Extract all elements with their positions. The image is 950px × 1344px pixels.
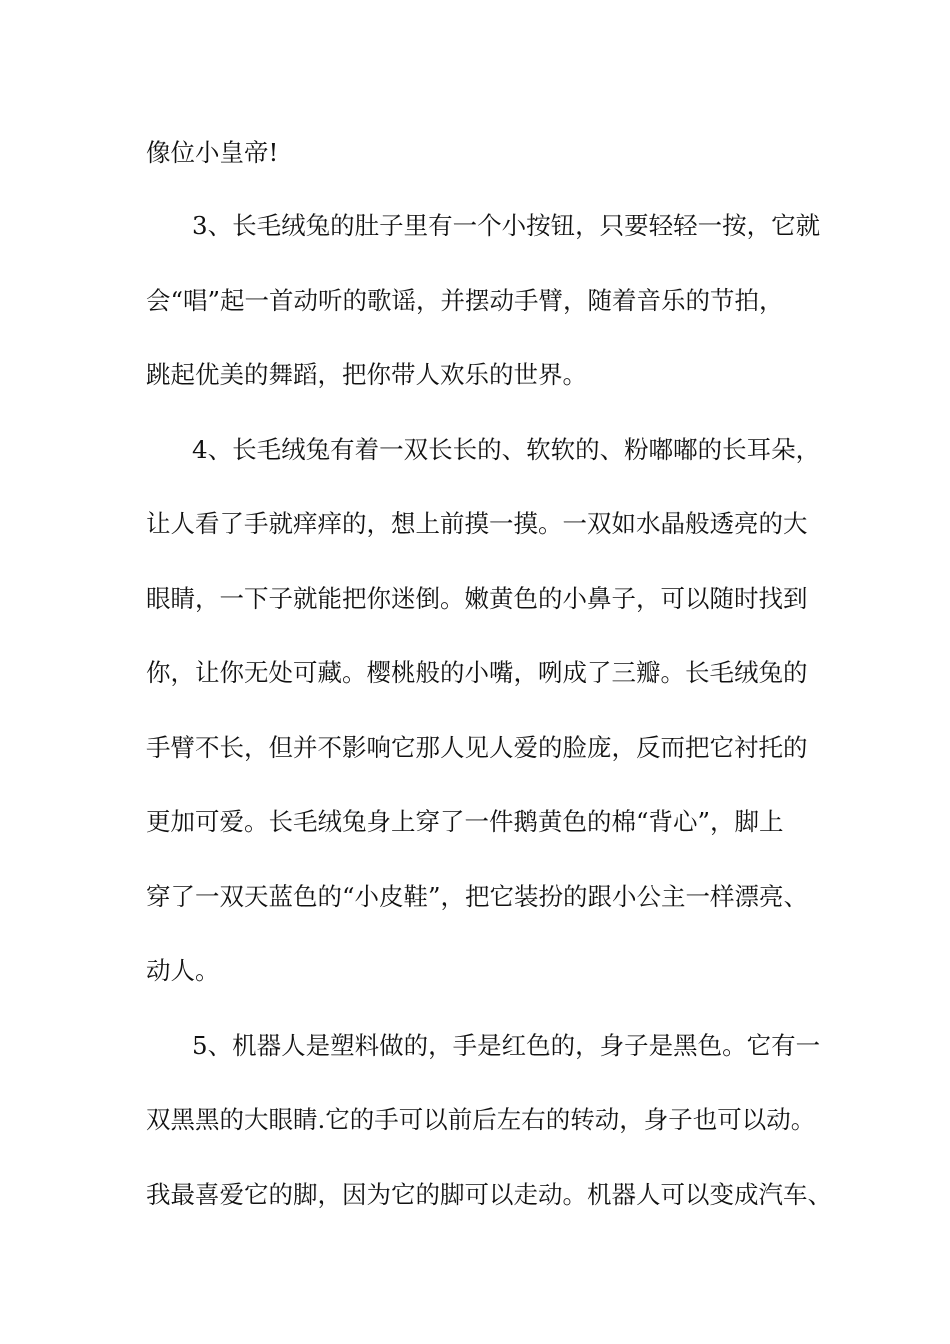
paragraph-5-line: 5、机器人是塑料做的，手是红色的，身子是黑色。它有一 <box>192 1031 821 1060</box>
text-line: 我最喜爱它的脚，因为它的脚可以走动。机器人可以变成汽车、 <box>146 1180 832 1209</box>
text-line: 像位小皇帝! <box>146 138 279 167</box>
paragraph-3-line: 3、长毛绒兔的肚子里有一个小按钮，只要轻轻一按，它就 <box>192 211 821 240</box>
text-line: 更加可爱。长毛绒兔身上穿了一件鹅黄色的棉“背心”，脚上 <box>146 807 784 836</box>
text-line: 双黑黑的大眼睛.它的手可以前后左右的转动，身子也可以动。 <box>146 1105 816 1134</box>
text-line: 眼睛，一下子就能把你迷倒。嫩黄色的小鼻子，可以随时找到 <box>146 584 808 613</box>
text-line: 让人看了手就痒痒的，想上前摸一摸。一双如水晶般透亮的大 <box>146 509 808 538</box>
text-line: 你，让你无处可藏。樱桃般的小嘴，咧成了三瓣。长毛绒兔的 <box>146 658 808 687</box>
text-line: 动人。 <box>146 956 220 985</box>
paragraph-4-line: 4、长毛绒兔有着一双长长的、软软的、粉嘟嘟的长耳朵， <box>192 435 821 464</box>
text-line: 手臂不长，但并不影响它那人见人爱的脸庞，反而把它衬托的 <box>146 733 808 762</box>
text-line: 跳起优美的舞蹈，把你带人欢乐的世界。 <box>146 360 587 389</box>
text-line: 穿了一双天蓝色的“小皮鞋”，把它装扮的跟小公主一样漂亮、 <box>146 882 809 911</box>
text-line: 会“唱”起一首动听的歌谣，并摆动手臂，随着音乐的节拍， <box>146 286 784 315</box>
